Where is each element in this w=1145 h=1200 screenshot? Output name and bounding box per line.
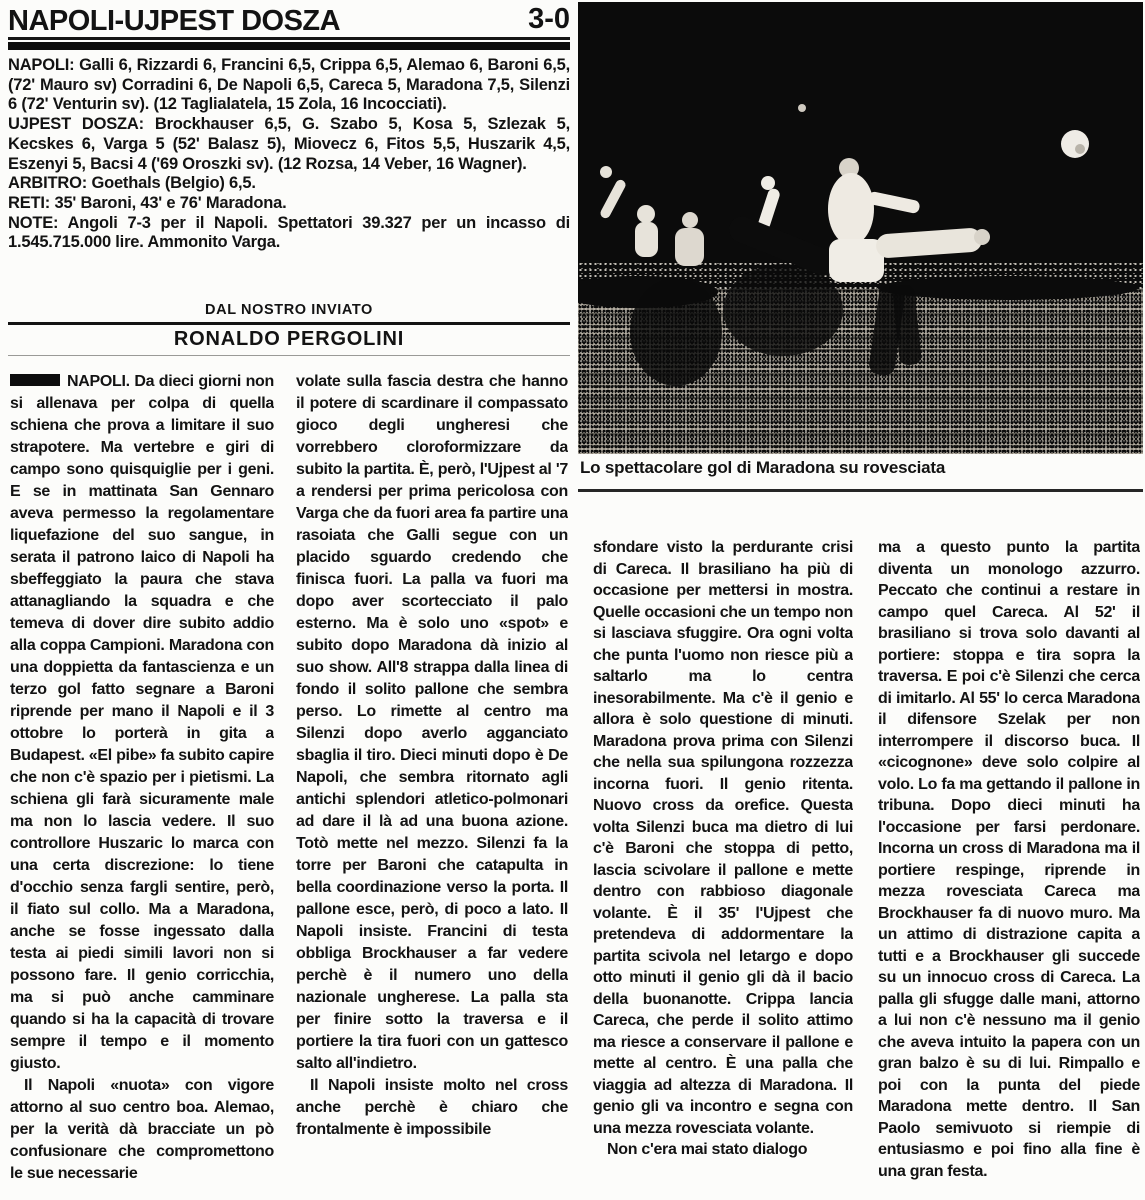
article-paragraph: Il Napoli «nuota» con vigore attorno al suo centro boa. Alemao, per la verità dà bracciate un pò confusionare che compromettono le sue necessarie (10, 1077, 274, 1182)
article-column-2 (296, 371, 568, 1200)
player-silhouette (637, 205, 655, 223)
lead-marker (10, 374, 60, 386)
article-column-3 (593, 537, 853, 1200)
napoli-lineup: NAPOLI: Galli 6, Rizzardi 6, Francini 6,5, Crippa 6,5, Alemao 6, Baroni 6,5, (72' Mauro sv) Corradini 6, De Napoli 6,5, Careca 5, Maradona 7,5, Silenzi 6 (72' Venturin sv). (12 Taglialatela, 15 Zola, 16 Incocciati). (8, 56, 570, 114)
article-column-1 (10, 371, 274, 1200)
byline-rule-top (8, 322, 570, 325)
ball (1061, 130, 1089, 158)
byline-kicker: DAL NOSTRO INVIATO (205, 302, 373, 318)
headline-row (8, 3, 570, 36)
player-silhouette (875, 227, 982, 258)
player-shadow (630, 278, 722, 386)
byline-rule-bottom (8, 355, 570, 356)
photo-caption: Lo spettacolare gol di Maradona su rovesciata (580, 458, 946, 477)
byline-author: RONALDO PERGOLINI (173, 328, 405, 350)
article-column-4 (878, 537, 1140, 1200)
article-paragraph: volate sulla fascia destra che hanno il potere di scardinare il compassato gioco degli ungheresi che vorrebbero cloroformizzare da subito la partita. È, però, l'Ujpest al '7 a rendersi per prima pericolosa con Varga che da fuori area fa partire una rasoiata che Galli segue con un placido sguardo credendo che finisca fuori. La palla va fuori ma dopo aver scortecciato il palo esterno. Ma è solo uno «spot» e subito dopo Maradona dà inizio al suo show. All'8 strappa dalla linea di fondo il solito pallone che sembra perso. Lo rimette al centro ma Silenzi dopo averlo agganciato sbaglia il tiro. Dieci minuti dopo è De Napoli, che sembra ritornato agli antichi splendori atletico-polmonari ad dare il là ad una buona azione. Totò mette nel mezzo. Silenzi fa la torre per Baroni che catapulta in bella coordinazione verso la porta. Il pallone esce, però, di poco a lato. Il Napoli insiste. Francini di testa obbliga Brockhauser a far vedere perchè è il numero uno della nazionale ungherese. La palla sta per finire sotto la traversa e il portiere la tira fuori con un gattesco salto all'indietro. (296, 373, 568, 1072)
headline-rule-thin (8, 37, 570, 40)
referee-line: ARBITRO: Goethals (Belgio) 6,5. (8, 174, 256, 193)
notes-line: NOTE: Angoli 7-3 per il Napoli. Spettatori 39.327 per un incasso di 1.545.715.000 lire. Ammonito Varga. (8, 213, 570, 252)
caption-rule (578, 489, 1143, 492)
ujpest-lineup: UJPEST DOSZA: Brockhauser 6,5, G. Szabo 5, Kosa 5, Szlezak 5, Kecskes 6, Varga 5 (52' Balasz 5), Miovecz 6, Fitos 5,5, Huszarik 4,5, Eszenyi 5, Bacsi 4 ('69 Oroszki sv). (12 Rozsa, 14 Veber, 16 Wagner). (8, 115, 570, 173)
photo-figures (578, 2, 1143, 454)
masthead (8, 3, 570, 50)
goals-line: RETI: 35' Baroni, 43' e 76' Maradona. (8, 193, 287, 212)
article-paragraph (10, 371, 274, 1075)
headline: NAPOLI-UJPEST DOSZA (8, 5, 341, 37)
byline (8, 302, 570, 356)
article-paragraph: ma a questo punto la partita diventa un monologo azzurro. Peccato che continui a restare in campo quel Careca. Al 52' il brasiliano si trova solo davanti al portiere: stoppa e tira sopra la traversa. E poi c'è Silenzi che cerca di imitarlo. Al 55' lo cerca Maradona il difensore Szelak per non interrompere il discorso buca. Il «cicognone» deve solo colpire al volo. Lo fa ma gettando il pallone in tribuna. Dopo dieci minuti ha l'occasione per farsi perdonare. Incorna un cross di Maradona ma il portiere respinge, riprende in mezza rovesciata Careca ma Brockhauser fa di nuovo muro. Ma un attimo di distrazione capita a tutti e a Brockhauser gli succede su un innocuo cross di Careca. La palla gli sfugge dalle mani, attorno a lui non c'è nessuno ma il genio che aveva intuito la papera con un gran balzo è su di lui. Rimpallo e poi con la punta del piede Maradona mette dentro. Il San Paolo semivuoto si riempie di entusiasmo e poi fino alla fine è una gran festa. (878, 539, 1140, 1180)
headline-rule-thick (8, 42, 570, 50)
article-paragraph: Il Napoli insiste molto nel cross anche perchè è chiaro che frontalmente è impossibile (296, 1077, 568, 1138)
match-photo (578, 2, 1143, 454)
maradona-silhouette (761, 176, 775, 190)
player-shadow (723, 264, 843, 356)
dateline: NAPOLI. (67, 373, 130, 390)
article-paragraph: sfondare visto la perdurante crisi di Careca. Il brasiliano ha più di occasione per mettersi in mostra. Quelle occasioni che un tempo non si lasciava sfuggire. Ora ogni volta che punta l'uomo non riesce più a saltarlo ma lo centra inesorabilmente. Ma c'è il genio e allora è solo questione di minuti. Maradona prova prima con Silenzi che nella sua spilungona rozzezza incorna fuori. Il genio ritenta. Nuovo cross da orefice. Questa volta Silenzi buca ma dietro di lui c'è Baroni che stoppa di petto, lascia scivolare il pallone e mette dentro con rabbioso diagonale volante. È il 35' l'Ujpest che pretendeva di addormentare la partita scivola nel letargo e dopo otto minuti il genio gli dà il bacio della buonanotte. Crippa lancia Careca, che perde il solito attimo ma riesce a conservare il pallone e mette al centro. È una palla che viaggia ad altezza di Maradona. Il genio gli va incontro e segna con una mezza rovesciata volante. (593, 539, 853, 1137)
match-info-block (8, 56, 570, 298)
body-text: Da dieci giorni non si allenava per colpa di quella schiena che prova a limitare il suo strapotere. Ma vertebre e giri di campo sono quisquiglie per i geni. E se in mattinata San Gennaro aveva permesso la regolamentare liquefazione del suo sangue, in serata il patrono laico di Napoli ha sbeffeggiato la paura che stava attanagliando la squadra e che temeva di dover dire subito addio alla coppa Campioni. Maradona con una doppietta da fantascienza e un terzo gol fatto segnare a Baroni riprende per mano il Napoli e il 3 ottobre lo porterà in gita a Budapest. «El pibe» fa subito capire che non c'è spazio per i pietismi. La schiena gli farà sicuramente male ma non lo lascia vedere. Il suo controllore Huszaric lo marca con una certa discrezione: lo tiene d'occhio senza fargli sentire, però, il fiato sul collo. Ma a Maradona, anche se fosse ingessato dalla testa ai piedi simili lavori non si possono fare. Il genio corricchia, ma si può anche camminare quando si ha la capacità di trovare sempre il tempo e il momento giusto. (10, 373, 274, 1072)
light-speck (798, 104, 806, 112)
player-silhouette (682, 212, 698, 228)
article-paragraph: Non c'era mai stato dialogo (607, 1141, 808, 1158)
match-score: 3-0 (528, 3, 570, 35)
